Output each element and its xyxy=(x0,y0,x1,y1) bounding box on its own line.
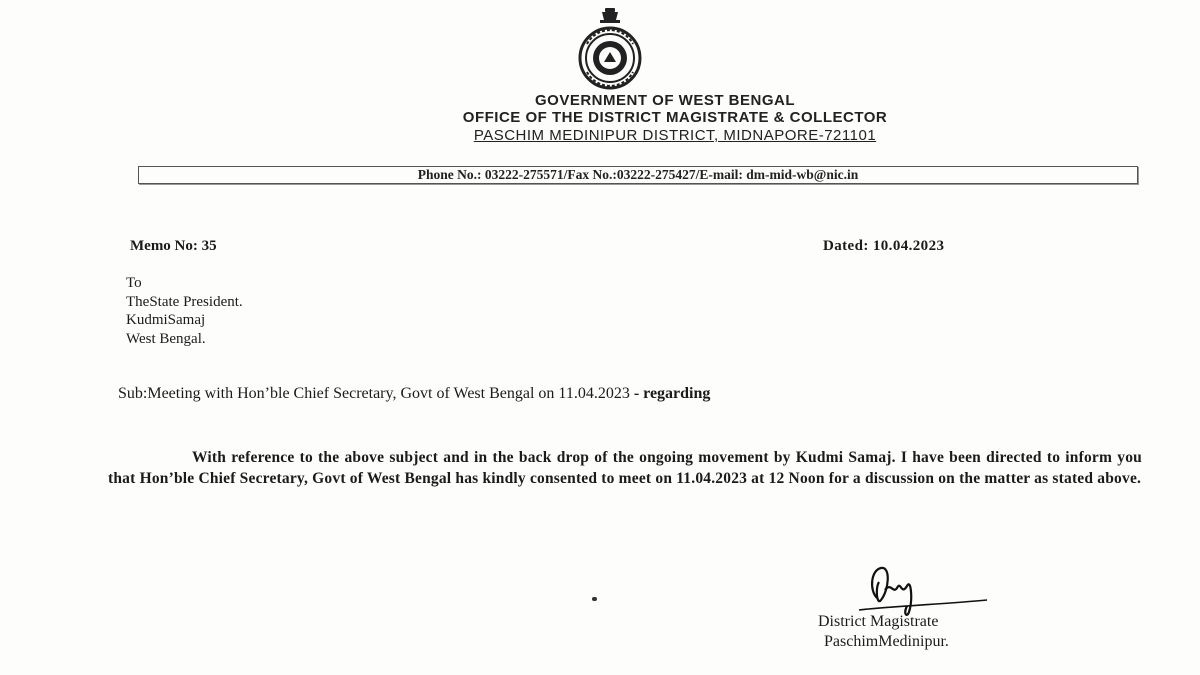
letter-body: With reference to the above subject and in the back drop of the ongoing movement by Kudmi Samaj. I have been directed to inform you that Hon’ble Chief Secretary, Govt of West Bengal has kindly consented to meet on 11.04.2023 at 12 Noon for a discussion on the matter as stated above. xyxy=(108,449,1142,487)
office-name: OFFICE OF THE DISTRICT MAGISTRATE & COLLECTOR xyxy=(462,109,888,126)
memo-number: Memo No: 35 xyxy=(130,238,217,254)
subject-line xyxy=(118,385,710,403)
contact-details: Phone No.: 03222-275571/Fax No.:03222-275427/E-mail: dm-mid-wb@nic.in xyxy=(138,166,1138,184)
subject-suffix: - regarding xyxy=(629,385,711,402)
memo-date: Dated: 10.04.2023 xyxy=(823,238,945,254)
address-line: West Bengal. xyxy=(126,330,206,347)
signatory-place: PaschimMedinipur. xyxy=(824,633,949,650)
address-line: KudmiSamaj xyxy=(126,312,206,328)
address-to: To xyxy=(126,275,142,291)
recipient-address xyxy=(126,274,243,348)
signatory-title: District Magistrate xyxy=(818,613,939,630)
ink-dot xyxy=(592,597,597,601)
handwritten-signature xyxy=(855,560,995,620)
subject-text: Sub:Meeting with Hon’ble Chief Secretary, Govt of West Bengal on 11.04.2023 xyxy=(118,385,630,402)
west-bengal-emblem-icon xyxy=(565,6,655,92)
district-address-text: PASCHIM MEDINIPUR DISTRICT, MIDNAPORE-721101 xyxy=(473,127,877,144)
signatory-block xyxy=(818,612,949,652)
government-name: GOVERNMENT OF WEST BENGAL xyxy=(535,92,795,109)
address-line: TheState President. xyxy=(126,293,243,310)
district-address xyxy=(0,127,1200,144)
